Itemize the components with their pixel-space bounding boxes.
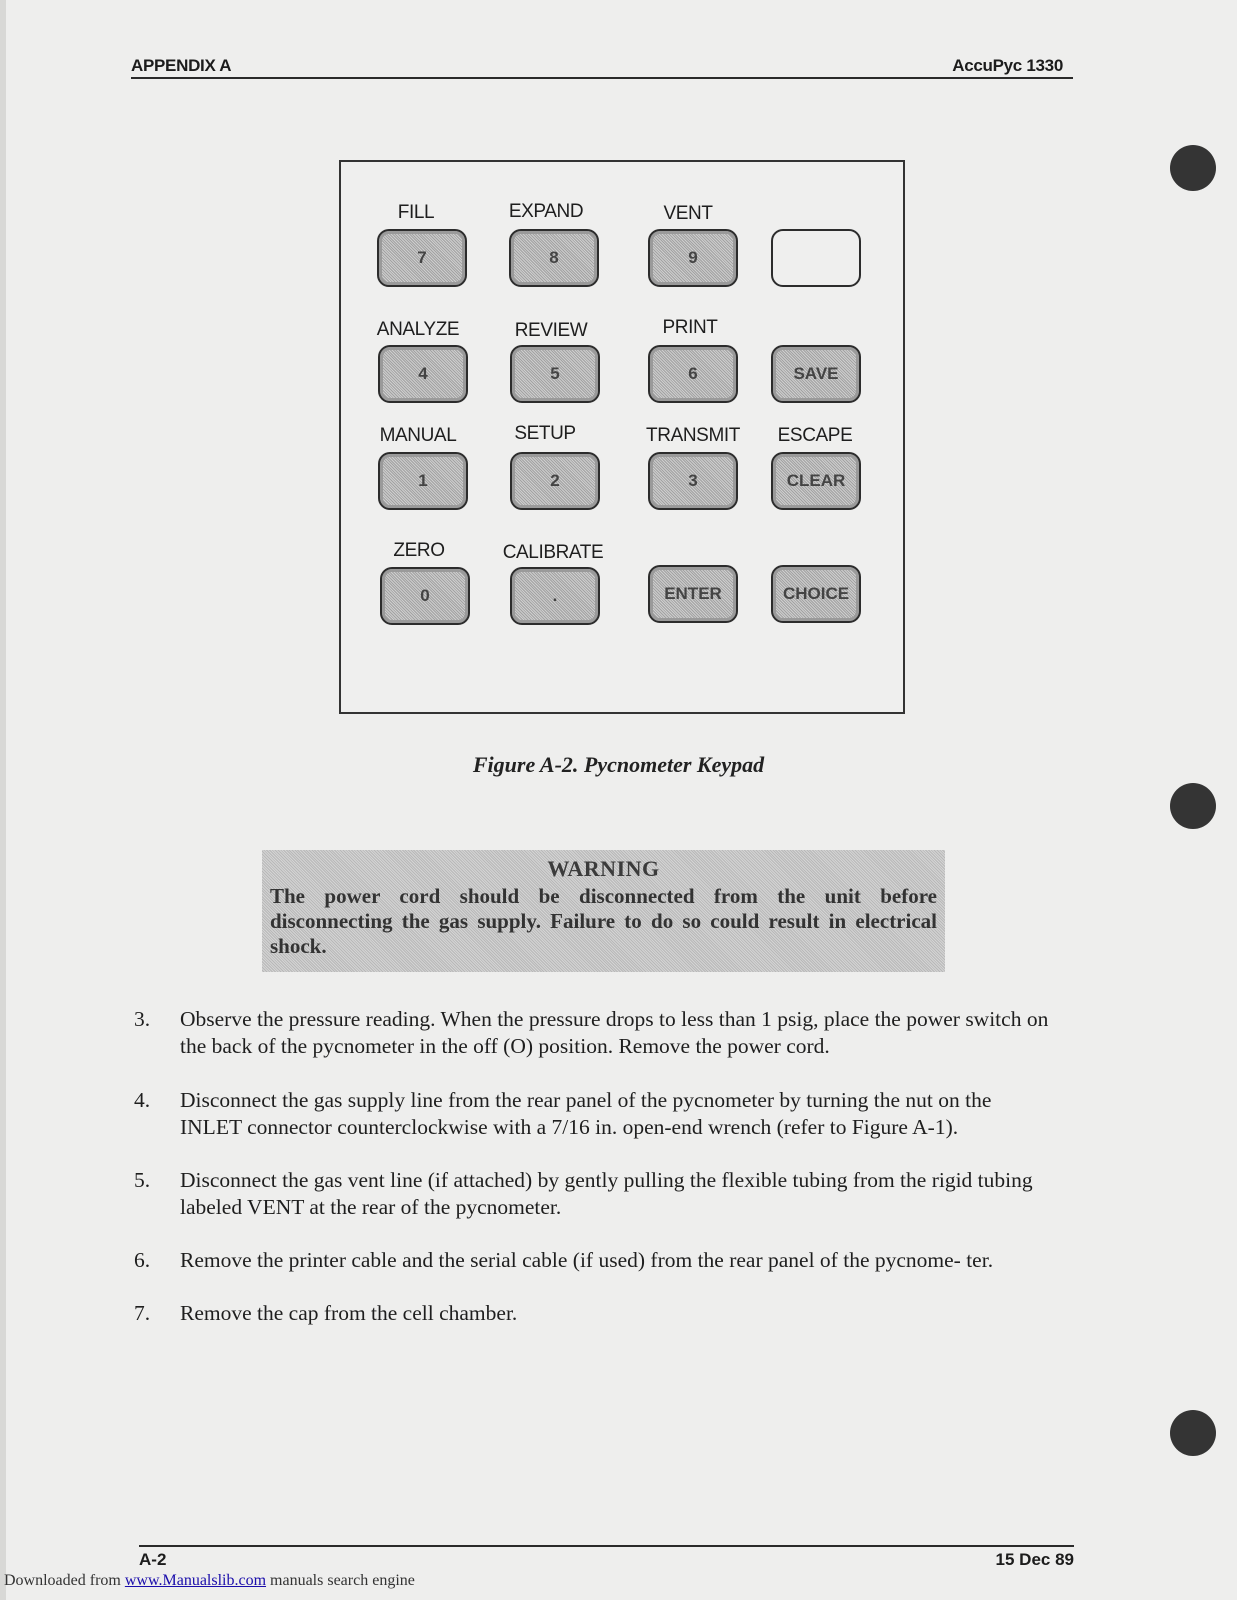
header-rule [131,77,1073,79]
list-item [134,1006,1054,1060]
warning-box [262,850,945,972]
binder-hole-bottom [1170,1410,1216,1456]
key-save[interactable]: SAVE [771,345,861,403]
footer-date: 15 Dec 89 [995,1550,1074,1569]
key-label-manual: MANUAL [379,425,457,446]
warning-title: WARNING [547,856,660,881]
key-clear[interactable]: CLEAR [771,452,861,510]
step-number: 7. [134,1301,151,1325]
binder-hole-middle [1170,783,1216,829]
header-left: APPENDIX A [131,56,232,75]
step-number: 4. [134,1088,151,1112]
key-enter[interactable]: ENTER [648,565,738,623]
key-4[interactable]: 4 [378,345,468,403]
key-8[interactable]: 8 [509,229,599,287]
binder-hole-top [1170,145,1216,191]
key-3[interactable]: 3 [648,452,738,510]
download-prefix: Downloaded from [4,1572,125,1589]
key-choice[interactable]: CHOICE [771,565,861,623]
key-label-calibrate: CALIBRATE [502,542,604,563]
key-9[interactable]: 9 [648,229,738,287]
key-label-expand: EXPAND [508,201,584,222]
step-text: Observe the pressure reading. When the pressure drops to less than 1 psig, place the power switch on the back of the pycnometer in the off (O) position. Remove the power cord. [180,1007,1049,1058]
step-text: Remove the cap from the cell chamber. [180,1301,518,1325]
download-note [4,1572,415,1590]
list-item [134,1087,1054,1141]
key-1[interactable]: 1 [378,452,468,510]
manualslib-link[interactable]: www.Manualslib.com [124,1572,267,1589]
key-label-review: REVIEW [514,320,588,341]
key-0[interactable]: 0 [380,567,470,625]
key-2[interactable]: 2 [510,452,600,510]
step-text: Disconnect the gas vent line (if attached) by gently pulling the flexible tubing from the rigid tubing labeled VENT at the rear of the pycnometer. [180,1168,1033,1219]
step-list [134,1006,1054,1327]
page-edge [0,0,6,1600]
key-7[interactable]: 7 [377,229,467,287]
warning-text: The power cord should be disconnected from the unit before disconnecting the gas supply. Failure to do so could result in electrical shock. [270,884,937,958]
key-6[interactable]: 6 [648,345,738,403]
key-blank[interactable] [771,229,861,287]
page-number: A-2 [139,1550,167,1569]
figure-caption: Figure A-2. Pycnometer Keypad [472,752,765,777]
key-label-transmit: TRANSMIT [646,425,740,446]
list-item [134,1247,1054,1274]
step-number: 5. [134,1168,151,1192]
key-label-analyze: ANALYZE [376,319,460,340]
step-text: Disconnect the gas supply line from the rear panel of the pycnometer by turning the nut on the INLET connector counterclockwise with a 7/16 in. open-end wrench (refer to Figure A-1). [180,1088,992,1139]
key-label-zero: ZERO [393,540,445,561]
keypad-figure [339,160,905,714]
key-label-escape: ESCAPE [777,425,853,446]
download-suffix: manuals search engine [266,1572,415,1589]
step-text: Remove the printer cable and the serial cable (if used) from the rear panel of the pycnome- ter. [180,1248,994,1272]
step-number: 6. [134,1248,151,1272]
key-label-vent: VENT [663,203,713,224]
header-right: AccuPyc 1330 [952,56,1063,75]
step-number: 3. [134,1007,151,1031]
key-label-print: PRINT [662,317,718,338]
list-item [134,1167,1054,1221]
key-decimal[interactable]: . [510,567,600,625]
key-5[interactable]: 5 [510,345,600,403]
key-label-setup: SETUP [514,423,576,444]
footer-rule [139,1545,1074,1547]
key-label-fill: FILL [397,202,435,223]
list-item [134,1300,1054,1327]
